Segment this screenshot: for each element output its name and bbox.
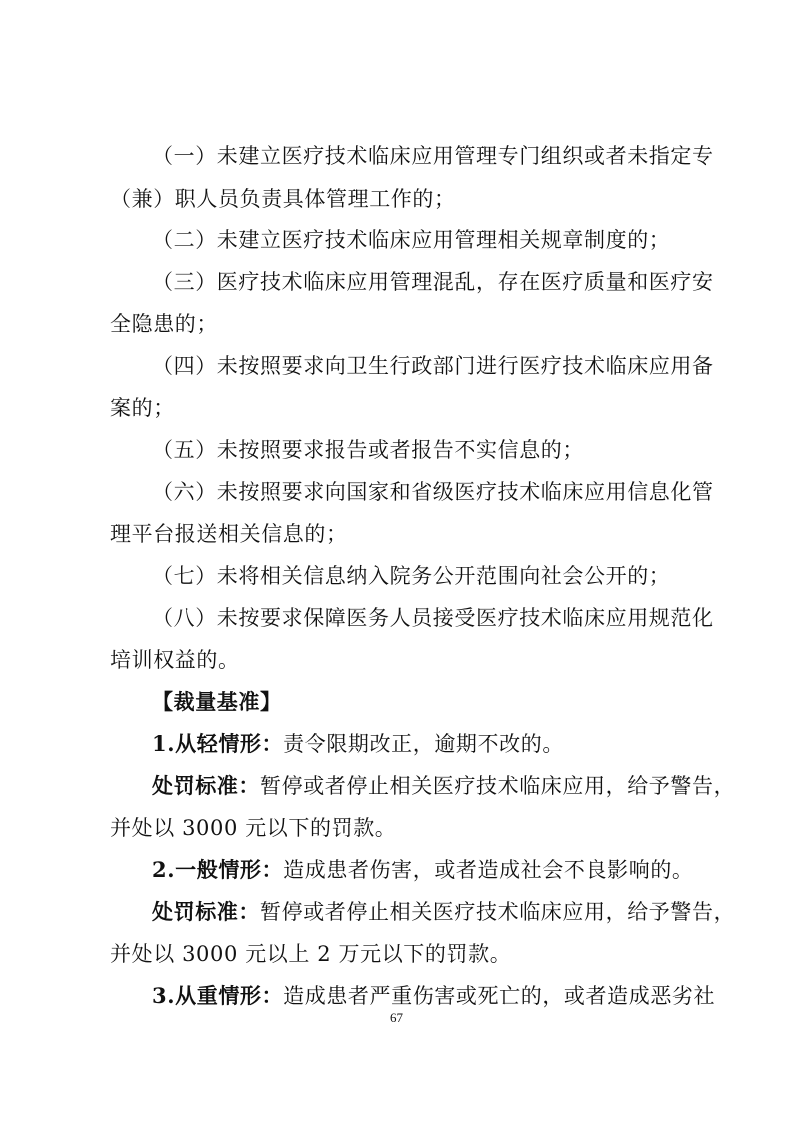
general-case-label: 2.一般情形：: [152, 857, 284, 882]
clause-7-line-1: （七）未将相关信息纳入院务公开范围向社会公开的；: [152, 564, 671, 588]
heavy-case-text: 造成患者严重伤害或死亡的，或者造成恶劣社: [283, 984, 716, 1008]
clause-4-line-1: （四）未按照要求向卫生行政部门进行医疗技术临床应用备: [152, 354, 714, 378]
light-penalty-cont: 并处以 3000 元以下的罚款。: [110, 816, 397, 840]
light-case-label: 1.从轻情形：: [152, 731, 284, 756]
light-case: [152, 730, 695, 758]
clause-1-line-2: （兼）职人员负责具体管理工作的；: [110, 187, 456, 211]
heavy-case-label: 3.从重情形：: [152, 983, 284, 1008]
clause-8-line-2: 培训权益的。: [110, 648, 240, 672]
heavy-case: [152, 982, 716, 1010]
clause-3-line-2: 全隐患的；: [110, 312, 218, 336]
general-case: [152, 856, 695, 884]
clause-4-line-2: 案的；: [110, 396, 175, 420]
clause-8-line-1: （八）未按要求保障医务人员接受医疗技术临床应用规范化: [152, 606, 714, 630]
light-penalty-label: 处罚标准：: [152, 773, 260, 798]
clause-2-line-1: （二）未建立医疗技术临床应用管理相关规章制度的；: [152, 228, 671, 252]
clause-5-line-1: （五）未按照要求报告或者报告不实信息的；: [152, 438, 584, 462]
page-number: 67: [390, 1010, 403, 1025]
clause-6-line-1: （六）未按照要求向国家和省级医疗技术临床应用信息化管: [152, 480, 714, 504]
clause-1-line-1: （一）未建立医疗技术临床应用管理专门组织或者未指定专: [152, 144, 714, 168]
general-penalty: [152, 898, 736, 926]
light-case-text: 责令限期改正，逾期不改的。: [283, 732, 564, 756]
general-penalty-label: 处罚标准：: [152, 899, 260, 924]
light-penalty: [152, 772, 736, 800]
clause-6-line-2: 理平台报送相关信息的；: [110, 522, 348, 546]
general-penalty-cont: 并处以 3000 元以上 2 万元以下的罚款。: [110, 942, 512, 966]
light-penalty-text: 暂停或者停止相关医疗技术临床应用，给予警告，: [260, 774, 736, 798]
general-penalty-text: 暂停或者停止相关医疗技术临床应用，给予警告，: [260, 900, 736, 924]
clause-3-line-1: （三）医疗技术临床应用管理混乱，存在医疗质量和医疗安: [152, 270, 714, 294]
section-title: 【裁量基准】: [152, 689, 282, 714]
general-case-text: 造成患者伤害，或者造成社会不良影响的。: [283, 858, 694, 882]
